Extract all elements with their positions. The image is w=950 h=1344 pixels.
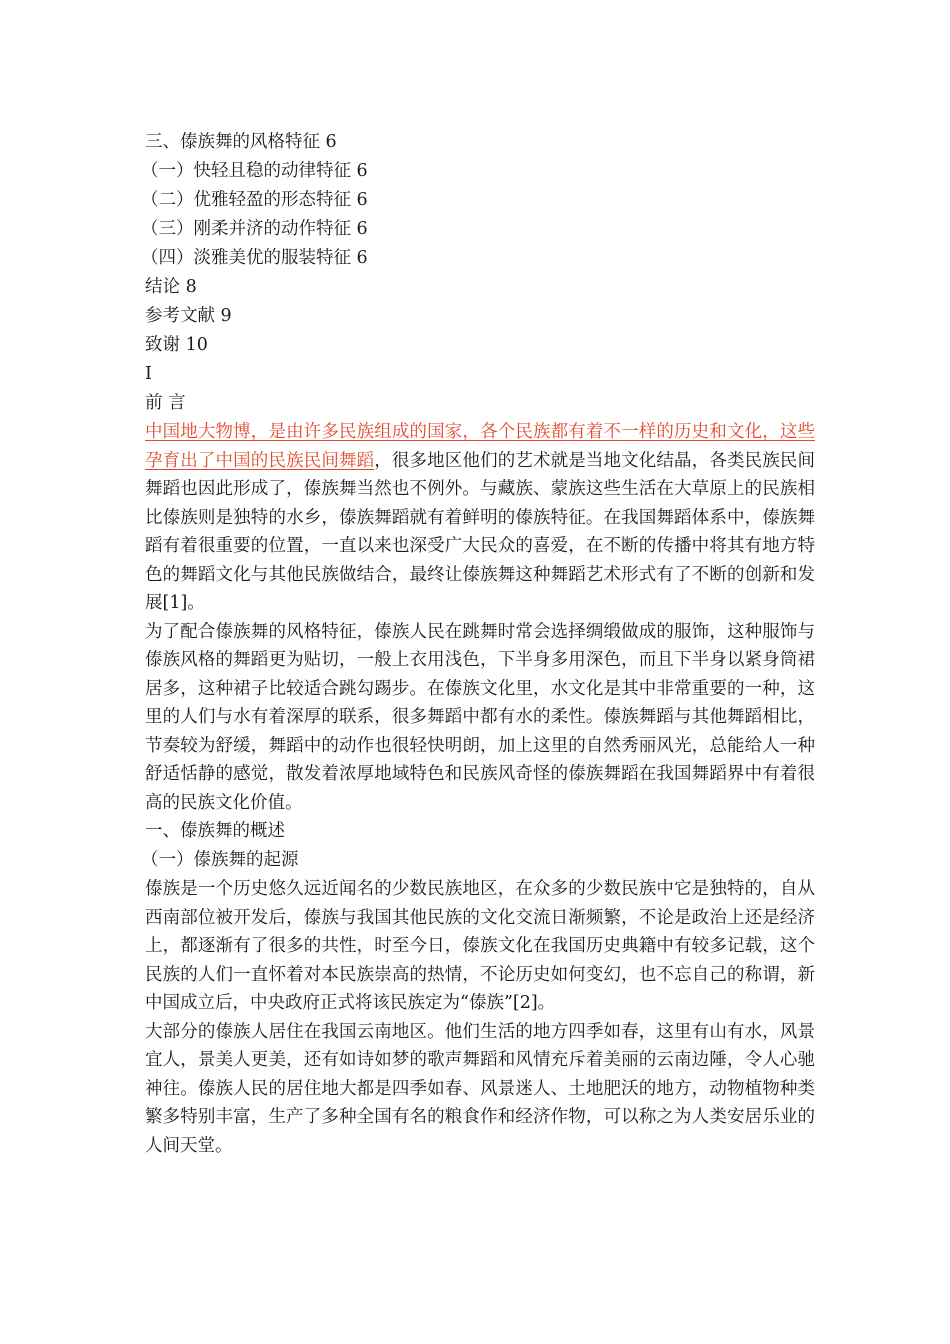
- toc-entry-costume: （四）淡雅美优的服装特征 6: [141, 248, 368, 268]
- preface-title: 前 言: [145, 393, 186, 413]
- toc-entry-form: （二）优雅轻盈的形态特征 6: [141, 190, 368, 210]
- section-overview-title: 一、傣族舞的概述: [145, 821, 285, 841]
- origin-paragraph: 傣族是一个历史悠久远近闻名的少数民族地区，在众多的少数民族中它是独特的，自从西南部位被开发后，傣族与我国其他民族的文化交流日渐频繁，不论是政治上还是经济上，都逐渐有了很多的共性，时至今日，傣族文化在我国历史典籍中有较多记载，这个民族的人们一直怀着对本民族崇高的热情，不论历史如何变幻，也不忘自己的称谓，新中国成立后，中央政府正式将该民族定为“傣族”[2]。: [145, 879, 815, 1013]
- toc-entry-acknowledgements: 致谢 10: [145, 335, 208, 355]
- toc-entry-style: 三、傣族舞的风格特征 6: [145, 132, 337, 152]
- toc-entry-conclusion: 结论 8: [145, 277, 197, 297]
- table-of-contents: [141, 128, 815, 360]
- toc-entry-rhythm: （一）快轻且稳的动律特征 6: [141, 161, 368, 181]
- preface-highlight-text: 中国地大物博，是由许多民族组成的国家，各个民族都有着不一样的历史和文化，这些孕育出了中国的民族民间舞蹈: [145, 422, 815, 471]
- habitat-paragraph: 大部分的傣族人居住在我国云南地区。他们生活的地方四季如春，这里有山有水，风景宜人，景美人更美，还有如诗如梦的歌声舞蹈和风情充斥着美丽的云南边陲，令人心驰神往。傣族人民的居住地大都是四季如春、风景迷人、土地肥沃的地方，动物植物种类繁多特别丰富，生产了多种全国有名的粮食作和经济作物，可以称之为人类安居乐业的人间天堂。: [145, 1021, 815, 1156]
- subsection-origin-title: （一）傣族舞的起源: [141, 850, 299, 870]
- toc-entry-movement: （三）刚柔并济的动作特征 6: [141, 219, 368, 239]
- costume-paragraph: 为了配合傣族舞的风格特征，傣族人民在跳舞时常会选择绸缎做成的服饰，这种服饰与傣族风格的舞蹈更为贴切，一般上衣用浅色，下半身多用深色，而且下半身以紧身筒裙居多，这种裙子比较适合跳勾踢步。在傣族文化里，水文化是其中非常重要的一种，这里的人们与水有着深厚的联系，很多舞蹈中都有水的柔性。傣族舞蹈与其他舞蹈相比，节奏较为舒缓，舞蹈中的动作也很轻快明朗，加上这里的自然秀丽风光，总能给人一种舒适恬静的感觉，散发着浓厚地域特色和民族风奇怪的傣族舞蹈在我国舞蹈界中有着很高的民族文化价值。: [145, 621, 815, 813]
- document-body: [141, 128, 816, 1160]
- preface-paragraph: [145, 418, 815, 618]
- preface-body-text: ，很多地区他们的艺术就是当地文化结晶，各类民族民间舞蹈也因此形成了，傣族舞当然也不例外。与藏族、蒙族这些生活在大草原上的民族相比傣族则是独特的水乡，傣族舞蹈就有着鲜明的傣族特征。在我国舞蹈体系中，傣族舞蹈有着很重要的位置，一直以来也深受广大民众的喜爱，在不断的传播中将其有地方特色的舞蹈文化与其他民族做结合，最终让傣族舞这种舞蹈艺术形式有了不断的创新和发展[1]。: [145, 450, 816, 613]
- toc-entry-references: 参考文献 9: [145, 306, 232, 326]
- page-marker: I: [145, 364, 152, 384]
